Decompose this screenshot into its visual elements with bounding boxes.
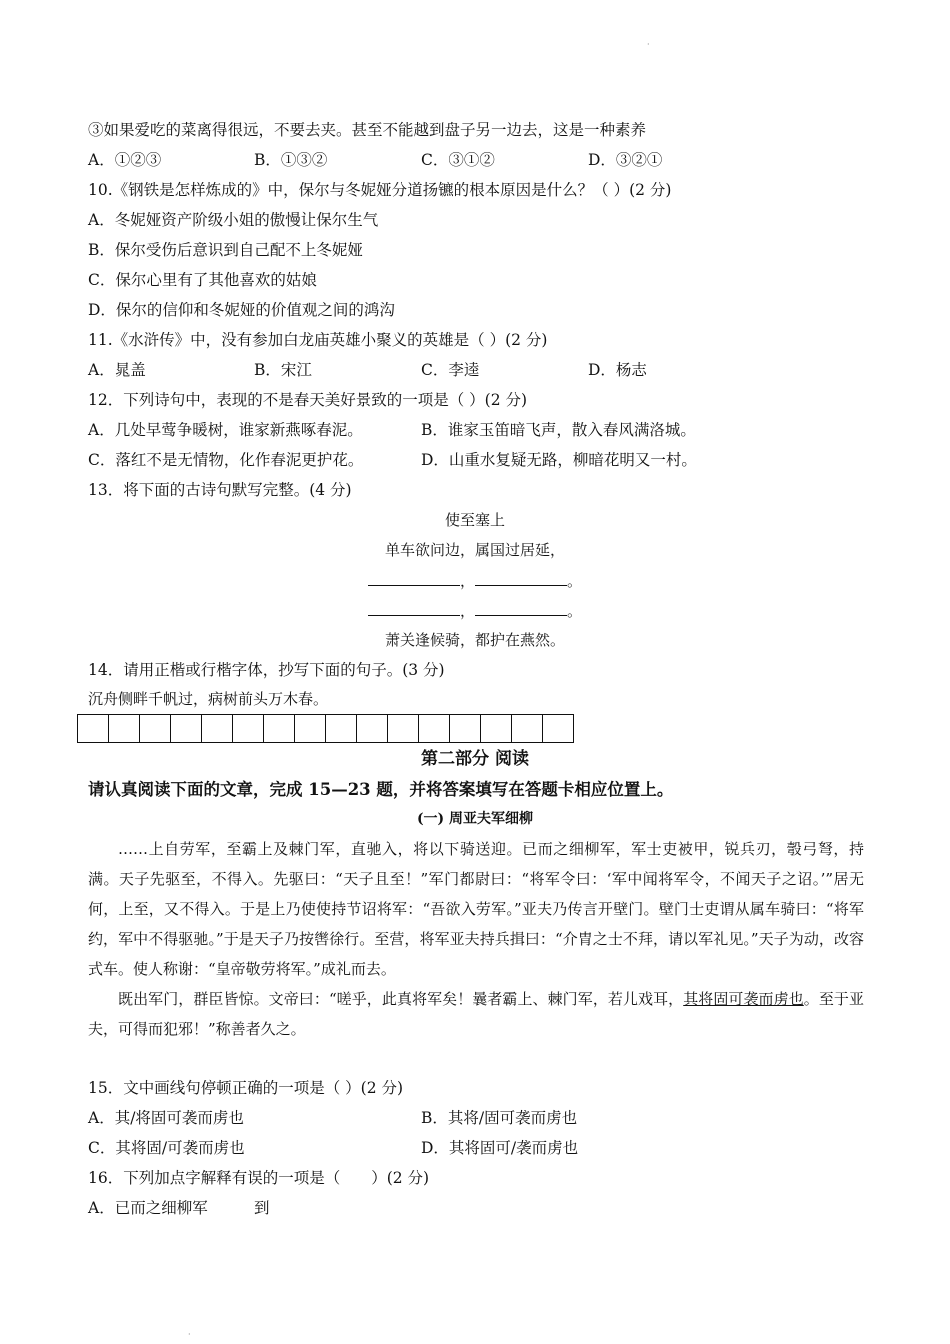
poem-title: 使至塞上 [444,511,505,529]
writing-box[interactable] [481,714,512,743]
writing-box[interactable] [171,714,202,743]
q10-option-d: D．保尔的信仰和冬妮娅的价值观之间的鸿沟 [88,301,395,319]
writing-box[interactable] [512,714,543,743]
passage-body [88,834,864,1044]
scan-dot: · [647,40,650,49]
q16-option-a-gloss: 到 [254,1199,270,1217]
poem-blank-line-3: ， 。 [0,599,950,622]
copy-writing-grid[interactable] [77,714,574,743]
q9-option-c: C．③①② [421,151,495,169]
passage-paragraph-2: 既出军门，群臣皆惊。文帝曰：“嗟乎，此真将军矣！曩者霸上、棘门军，若儿戏耳，其将固可袭而虏也。至于亚夫，可得而犯邪！”称善者久之。 [88,990,864,1038]
underlined-sentence: 其将固可袭而虏也 [683,990,804,1008]
q16-option-a: A．已而之细柳军 [88,1199,208,1217]
q10-stem: 10.《钢铁是怎样炼成的》中，保尔与冬妮娅分道扬镳的根本原因是什么？（ ）(2 分) [88,181,672,199]
writing-box[interactable] [109,714,140,743]
q13-stem: 13．将下面的古诗句默写完整。(4 分) [88,481,352,499]
part2-instruction: 请认真阅读下面的文章，完成 15—23 题，并将答案填写在答题卡相应位置上。 [88,780,674,799]
q12-stem: 12．下列诗句中，表现的不是春天美好景致的一项是（ ）(2 分) [88,391,528,409]
answer-blank[interactable] [475,569,567,586]
q10-option-a: A．冬妮娅资产阶级小姐的傲慢让保尔生气 [88,211,379,229]
writing-box[interactable] [326,714,357,743]
writing-box[interactable] [419,714,450,743]
q10-option-c: C．保尔心里有了其他喜欢的姑娘 [88,271,317,289]
item-3-text: ③如果爱吃的菜离得很远，不要去夹。甚至不能越到盘子另一边去，这是一种素养 [88,121,647,139]
q15-option-c: C．其将固/可袭而虏也 [88,1139,245,1157]
q16-stem: 16．下列加点字解释有误的一项是（ ）(2 分) [88,1169,430,1187]
q15-option-a: A．其/将固可袭而虏也 [88,1109,244,1127]
writing-box[interactable] [543,714,574,743]
passage-paragraph-1: ……上自劳军，至霸上及棘门军，直驰入，将以下骑送迎。已而之细柳军，军士吏被甲，锐兵刃，彀弓弩，持满。天子先驱至，不得入。先驱曰：“天子且至！”军门都尉曰：“将军令曰：‘军中闻将军令，不闻天子之诏。’”居无何，上至，又不得入。于是上乃使使持节诏将军：“吾欲入劳军。”亚夫乃传言开壁门。壁门士吏谓从属车骑曰：“将军约，军中不得驱驰。”于是天子乃按辔徐行。至营，将军亚夫持兵揖曰：“介胄之士不拜，请以军礼见。”天子为动，改容式车。使人称谢：“皇帝敬劳将军。”成礼而去。 [88,840,864,978]
poem-blank-line-2: ， 。 [0,569,950,592]
q14-sentence: 沉舟侧畔千帆过，病树前头万木春。 [88,690,329,708]
writing-box[interactable] [140,714,171,743]
q11-option-c: C．李逵 [421,361,480,379]
q15-option-d: D．其将固可/袭而虏也 [421,1139,579,1157]
writing-box[interactable] [388,714,419,743]
passage-title: (一) 周亚夫军细柳 [416,811,534,827]
writing-box[interactable] [233,714,264,743]
q15-option-b: B．其将/固可袭而虏也 [421,1109,578,1127]
writing-box[interactable] [450,714,481,743]
writing-box[interactable] [264,714,295,743]
answer-blank[interactable] [368,599,460,616]
q11-option-b: B．宋江 [254,361,312,379]
q14-stem: 14．请用正楷或行楷字体，抄写下面的句子。(3 分) [88,661,445,679]
q11-option-d: D．杨志 [588,361,647,379]
q9-option-b: B．①③② [254,151,328,169]
answer-blank[interactable] [368,569,460,586]
scan-dot: · [188,1330,191,1339]
q10-option-b: B．保尔受伤后意识到自己配不上冬妮娅 [88,241,363,259]
poem-line-4: 萧关逢候骑，都护在燕然。 [384,631,565,649]
q12-option-b: B．谁家玉笛暗飞声，散入春风满洛城。 [421,421,696,439]
q12-option-c: C．落红不是无情物，化作春泥更护花。 [88,451,364,469]
part2-title: 第二部分 阅读 [421,749,529,769]
q9-option-d: D．③②① [588,151,663,169]
poem-line-1: 单车欲问边，属国过居延， [384,541,565,559]
q9-option-a: A．①②③ [88,151,162,169]
q11-option-a: A．晁盖 [88,361,146,379]
q12-option-d: D．山重水复疑无路，柳暗花明又一村。 [421,451,697,469]
writing-box[interactable] [295,714,326,743]
q11-stem: 11.《水浒传》中，没有参加白龙庙英雄小聚义的英雄是（ ）(2 分) [88,331,548,349]
answer-blank[interactable] [475,599,567,616]
q15-stem: 15．文中画线句停顿正确的一项是（ ）(2 分) [88,1079,404,1097]
writing-box[interactable] [78,714,109,743]
writing-box[interactable] [202,714,233,743]
writing-box[interactable] [357,714,388,743]
q12-option-a: A．几处早莺争暖树，谁家新燕啄春泥。 [88,421,363,439]
